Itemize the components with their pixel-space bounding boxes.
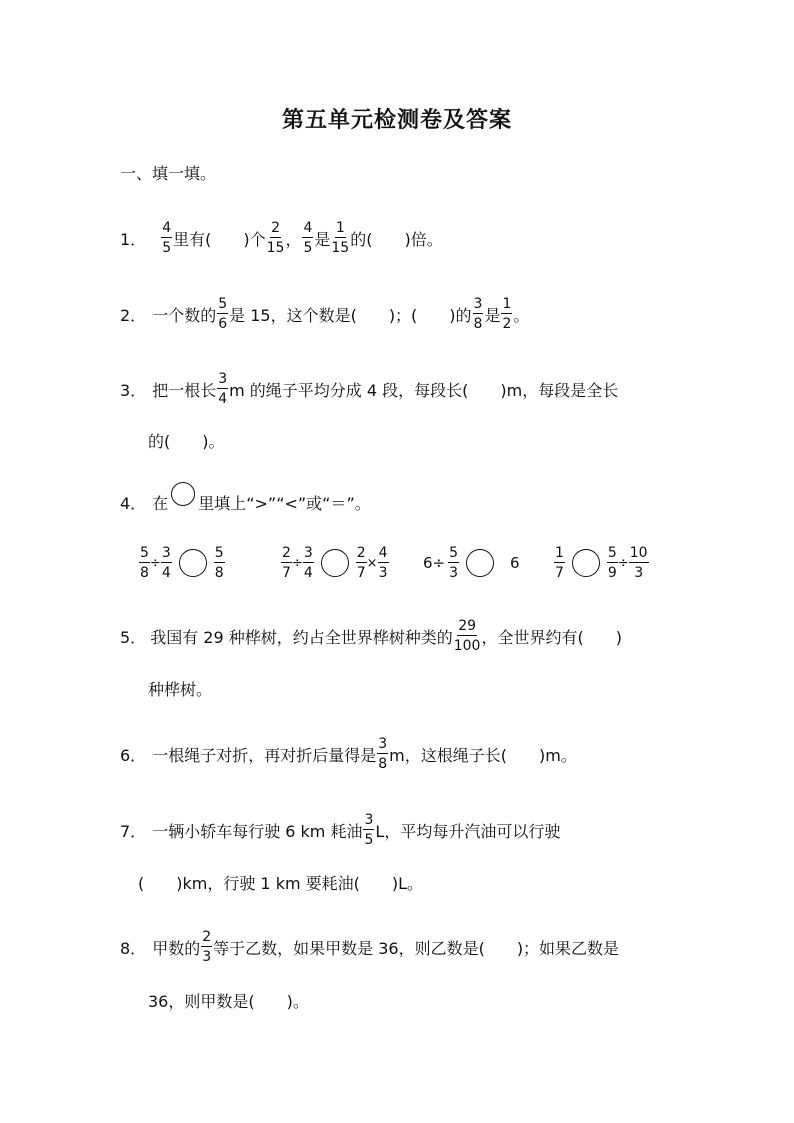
- question-3-continued: [148, 422, 225, 458]
- comparison-2: [280, 544, 390, 582]
- question-text: 一个数的: [152, 305, 217, 325]
- fraction: $\frac{1}{2}$: [502, 296, 512, 332]
- comparison-4: [553, 544, 650, 582]
- fraction: $\frac{4}{5}$: [303, 220, 313, 256]
- question-number: 7．: [120, 821, 147, 841]
- question-3: [120, 371, 618, 407]
- answer-circle[interactable]: [179, 549, 207, 577]
- question-4: [120, 484, 371, 520]
- section-heading: [120, 154, 216, 190]
- question-text: 在: [152, 493, 169, 513]
- question-number: 8．: [120, 938, 147, 958]
- answer-circle[interactable]: [572, 549, 600, 577]
- fraction: $\frac{4}{3}$: [378, 545, 388, 581]
- question-text: 等于乙数，如果甲数是 36，则乙数是( )；如果乙数是: [213, 938, 620, 958]
- question-text: ( )km，行驶 1 km 要耗油( )L。: [138, 873, 424, 893]
- fraction: $\frac{2}{3}$: [202, 929, 212, 965]
- fraction: $\frac{10}{3}$: [629, 545, 648, 581]
- operator: ÷: [617, 555, 629, 571]
- question-text: ，全世界约有( ): [481, 627, 622, 647]
- question-text: L，平均每升汽油可以行驶: [375, 821, 561, 841]
- question-text: 把一根长: [152, 380, 217, 400]
- question-text: 一根绳子对折，再对折后量得是: [152, 745, 377, 765]
- comparison-1: [138, 544, 226, 582]
- question-8: [120, 929, 619, 965]
- question-number: 5．: [120, 627, 147, 647]
- question-text: 是: [484, 305, 501, 325]
- question-5-continued: [148, 670, 212, 706]
- question-1: [120, 220, 443, 256]
- fraction: $\frac{3}{4}$: [218, 371, 228, 407]
- fraction: $\frac{5}{9}$: [607, 545, 617, 581]
- answer-circle[interactable]: [466, 549, 494, 577]
- compare-circle-icon: [171, 482, 195, 506]
- fraction: $\frac{5}{8}$: [140, 545, 149, 581]
- fraction: $\frac{29}{100}$: [453, 618, 481, 654]
- question-text: 一辆小轿车每行驶 6 km 耗油: [152, 821, 363, 841]
- fraction: $\frac{2}{7}$: [282, 545, 291, 581]
- question-text: 是 15，这个数是( )；( )的: [229, 305, 472, 325]
- question-number: 3．: [120, 380, 147, 400]
- question-text: 种桦树。: [148, 679, 213, 699]
- question-text: m 的绳子平均分成 4 段，每段长( )m，每段是全长: [229, 380, 619, 400]
- question-7: [120, 812, 560, 848]
- question-6: [120, 736, 577, 772]
- question-text: 里有( )个: [173, 229, 266, 249]
- section-heading-text: 一、填一填。: [120, 163, 217, 183]
- question-number: 6．: [120, 745, 147, 765]
- question-2: [120, 296, 529, 332]
- page-title: 第五单元检测卷及答案: [281, 108, 512, 133]
- fraction: $\frac{3}{8}$: [473, 296, 483, 332]
- question-7-continued: [138, 864, 423, 900]
- question-text: 的( )倍。: [350, 229, 443, 249]
- comparison-3: [421, 544, 522, 582]
- question-text: 我国有 29 种桦树，约占全世界桦树种类的: [150, 627, 453, 647]
- question-number: 4．: [120, 493, 147, 513]
- fraction: $\frac{5}{3}$: [449, 545, 459, 581]
- fraction: $\frac{3}{4}$: [161, 545, 171, 581]
- fraction: $\frac{1}{15}$: [331, 220, 350, 256]
- question-5: [120, 618, 622, 654]
- question-text: 甲数的: [152, 938, 201, 958]
- fraction: $\frac{4}{5}$: [162, 220, 172, 256]
- expression-text: 6: [510, 554, 520, 572]
- question-8-continued: [148, 982, 309, 1018]
- question-text: 里填上“>”“<”或“＝”。: [198, 493, 371, 513]
- fraction: $\frac{3}{4}$: [303, 545, 313, 581]
- fraction: $\frac{3}{5}$: [364, 812, 374, 848]
- operator: ÷: [291, 555, 303, 571]
- question-text: 。: [513, 305, 530, 325]
- answer-circle[interactable]: [321, 549, 349, 577]
- question-text: ，: [285, 229, 302, 249]
- fraction: $\frac{3}{8}$: [378, 736, 388, 772]
- fraction: $\frac{5}{8}$: [214, 545, 224, 581]
- expression-text: 6÷: [423, 554, 446, 572]
- operator: ÷: [149, 555, 161, 571]
- fraction: $\frac{2}{15}$: [266, 220, 285, 256]
- question-text: 是: [314, 229, 331, 249]
- question-number: 2．: [120, 305, 147, 325]
- question-text: 的( )。: [148, 431, 225, 451]
- operator: ×: [366, 555, 378, 571]
- question-number: 1．: [120, 229, 147, 249]
- question-text: 36，则甲数是( )。: [148, 991, 309, 1011]
- question-text: m，这根绳子长( )m。: [389, 745, 577, 765]
- fraction: $\frac{1}{7}$: [555, 545, 564, 581]
- fraction: $\frac{2}{7}$: [356, 545, 366, 581]
- fraction: $\frac{5}{6}$: [218, 296, 228, 332]
